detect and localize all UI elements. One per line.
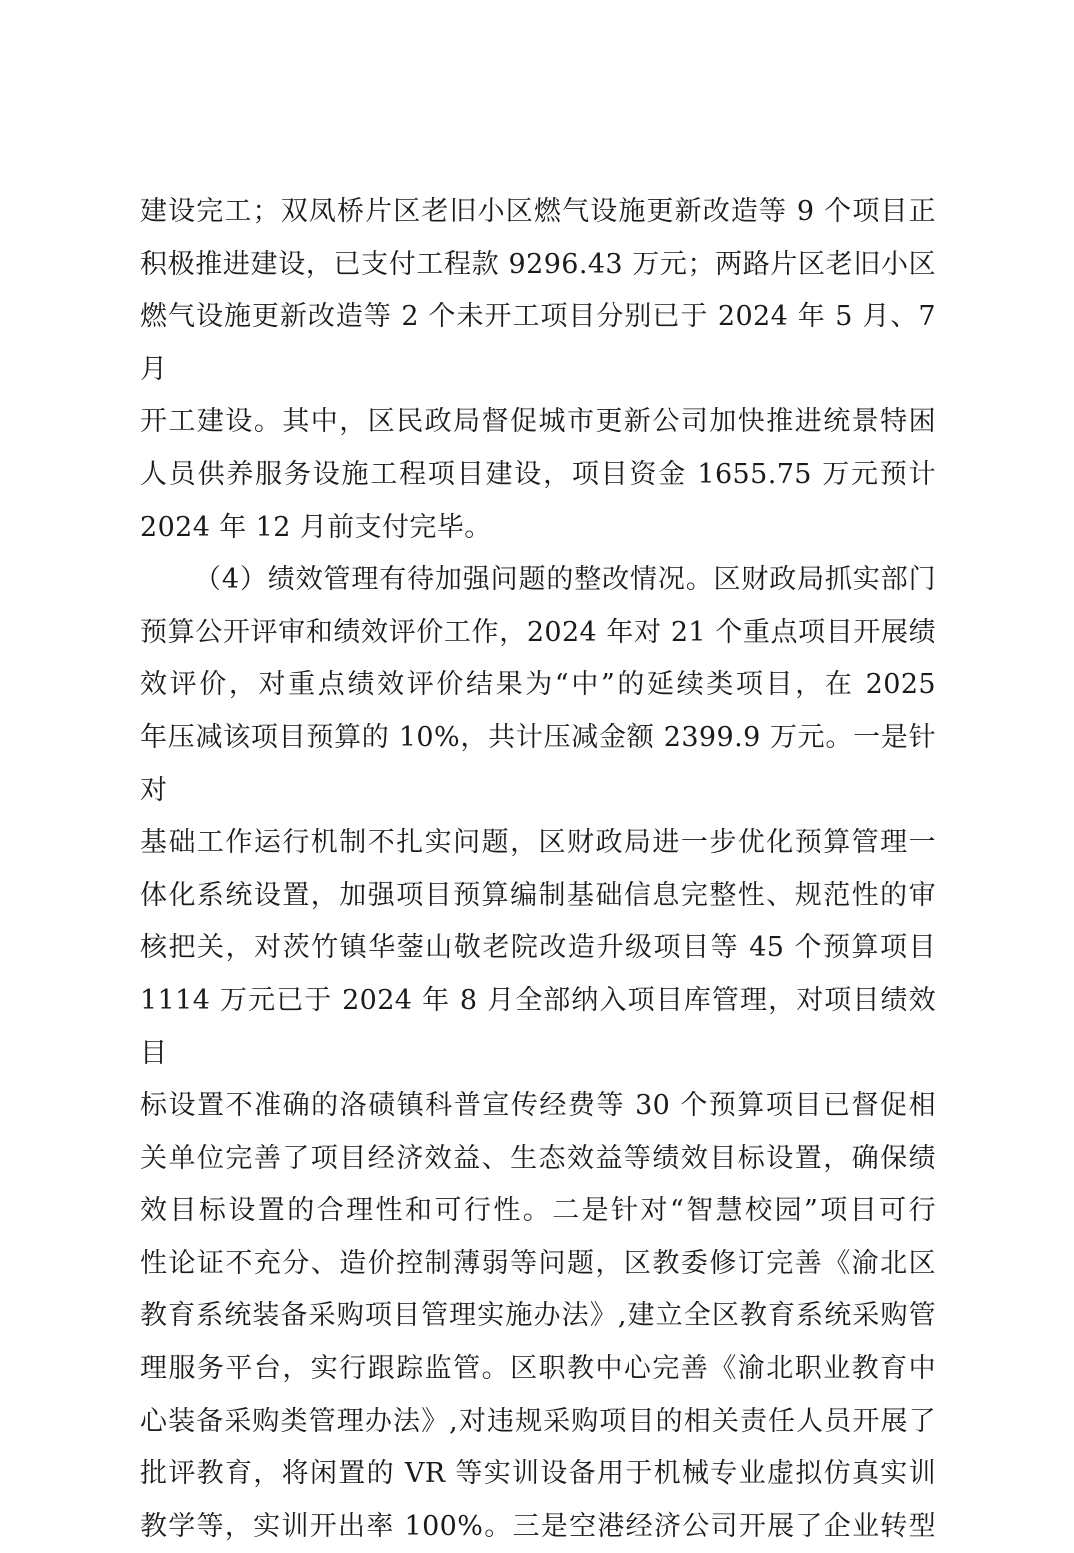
document-body <box>140 186 936 1553</box>
paragraph-1 <box>140 186 936 554</box>
section-heading-line: （4）绩效管理有待加强问题的整改情况。区财政局抓实部门 <box>194 564 936 596</box>
text-line: 标设置不准确的洛碛镇科普宣传经费等 30 个预算项目已督促相 <box>140 1090 936 1122</box>
text-line: 教学等，实训开出率 100%。三是空港经济公司开展了企业转型 <box>140 1510 936 1542</box>
text-line: 燃气设施更新改造等 2 个未开工项目分别已于 2024 年 5 月、7 月 <box>140 301 936 385</box>
text-line: 批评教育，将闲置的 VR 等实训设备用于机械专业虚拟仿真实训 <box>140 1458 936 1490</box>
text-line: 1114 万元已于 2024 年 8 月全部纳入项目库管理，对项目绩效目 <box>140 984 936 1069</box>
text-line: 教育系统装备采购项目管理实施办法》,建立全区教育系统采购管 <box>140 1300 936 1332</box>
text-line: 核把关，对茨竹镇华蓥山敬老院改造升级项目等 45 个预算项目 <box>140 932 936 964</box>
text-line: 基础工作运行机制不扎实问题，区财政局进一步优化预算管理一 <box>140 827 936 859</box>
text-line: 性论证不充分、造价控制薄弱等问题，区教委修订完善《渝北区 <box>140 1247 936 1279</box>
text-line: 年压减该项目预算的 10%，共计压减金额 2399.9 万元。一是针对 <box>140 721 936 806</box>
text-line: 建设完工；双凤桥片区老旧小区燃气设施更新改造等 9 个项目正 <box>140 196 936 227</box>
text-line: 2024 年 12 月前支付完毕。 <box>140 511 492 543</box>
text-line: 人员供养服务设施工程项目建设，项目资金 1655.75 万元预计 <box>140 458 936 490</box>
text-line: 预算公开评审和绩效评价工作，2024 年对 21 个重点项目开展绩 <box>140 616 936 648</box>
text-line: 体化系统设置，加强项目预算编制基础信息完整性、规范性的审 <box>140 879 936 911</box>
text-line: 效目标设置的合理性和可行性。二是针对“智慧校园”项目可行 <box>140 1195 936 1227</box>
text-line: 理服务平台，实行跟踪监管。区职教中心完善《渝北职业教育中 <box>140 1353 936 1385</box>
text-line: 开工建设。其中，区民政局督促城市更新公司加快推进统景特困 <box>140 406 936 438</box>
text-line: 效评价，对重点绩效评价结果为“中”的延续类项目，在 2025 <box>140 669 936 701</box>
text-line: 心装备采购类管理办法》,对违规采购项目的相关责任人员开展了 <box>140 1405 936 1437</box>
text-line: 关单位完善了项目经济效益、生态效益等绩效目标设置，确保绩 <box>140 1142 936 1174</box>
paragraph-2 <box>140 554 936 1553</box>
text-line: 积极推进建设，已支付工程款 9296.43 万元；两路片区老旧小区 <box>140 248 936 280</box>
